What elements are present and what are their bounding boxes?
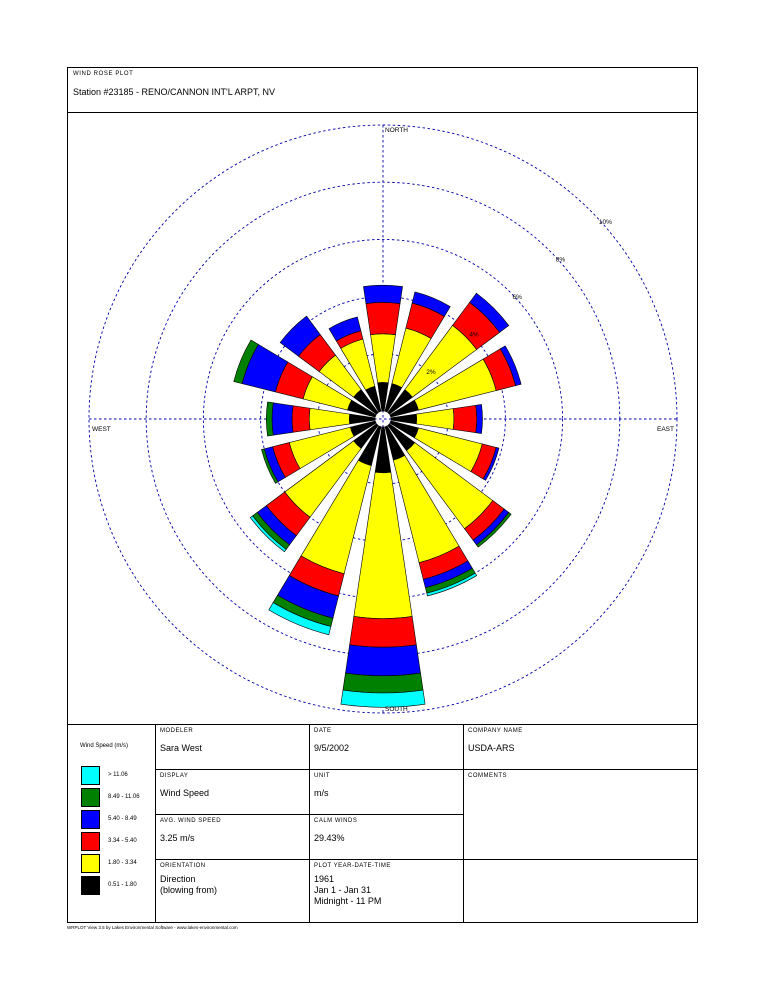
calm-winds-value: 29.43% bbox=[314, 833, 345, 843]
avg-speed-label: AVG. WIND SPEED bbox=[160, 818, 222, 824]
legend-label: 5.40 - 8.49 bbox=[108, 816, 137, 822]
info-panel bbox=[68, 724, 697, 923]
legend-swatch-yellow bbox=[81, 854, 100, 873]
plot-time-value: Midnight - 11 PM bbox=[314, 896, 382, 906]
calm-winds-label: CALM WINDS bbox=[314, 818, 358, 824]
plot-period-cell bbox=[310, 860, 464, 923]
date-label: DATE bbox=[314, 728, 332, 734]
plot-period-label: PLOT YEAR-DATE-TIME bbox=[314, 863, 391, 869]
compass-east-label: EAST bbox=[657, 426, 674, 433]
modeler-value: Sara West bbox=[160, 743, 202, 753]
company-label: COMPANY NAME bbox=[468, 728, 523, 734]
station-title: Station #23185 - RENO/CANNON INT'L ARPT, NV bbox=[73, 87, 275, 97]
wind-rose-chart bbox=[68, 113, 697, 724]
company-value: USDA-ARS bbox=[468, 743, 515, 753]
legend-swatch-black bbox=[81, 876, 100, 895]
comments-cell bbox=[464, 770, 697, 860]
petal-W-bin-1 bbox=[309, 408, 349, 430]
legend-box bbox=[68, 725, 156, 923]
petal-E-bin-3 bbox=[476, 404, 483, 433]
date-value: 9/5/2002 bbox=[314, 743, 350, 753]
petal-E-bin-1 bbox=[416, 409, 454, 430]
avg-speed-value: 3.25 m/s bbox=[160, 833, 195, 843]
legend-swatch-green bbox=[81, 788, 100, 807]
company-cell bbox=[464, 725, 697, 770]
ring-label: 4% bbox=[469, 331, 479, 339]
plot-year-value: 1961 bbox=[314, 874, 335, 884]
orientation-label: ORIENTATION bbox=[160, 863, 206, 869]
unit-value: m/s bbox=[314, 788, 329, 798]
wind-rose-plot-area bbox=[68, 113, 697, 724]
display-value: Wind Speed bbox=[160, 788, 210, 798]
petal-N-bin-2 bbox=[366, 302, 400, 334]
software-credit: WRPLOT View 3.5 by Lakes Environmental Software - www.lakes-environmental.com bbox=[67, 925, 238, 930]
orientation-value-line2: (blowing from) bbox=[160, 885, 218, 895]
ring-label: 8% bbox=[555, 256, 566, 264]
avg-speed-cell bbox=[156, 815, 310, 860]
legend-label: 3.34 - 5.40 bbox=[108, 838, 137, 844]
legend-label: 8.49 - 11.06 bbox=[108, 794, 140, 800]
petal-S-bin-4 bbox=[343, 673, 423, 693]
date-cell bbox=[310, 725, 464, 770]
petal-W-bin-3 bbox=[272, 403, 293, 435]
orientation-value-line1: Direction bbox=[160, 874, 196, 884]
orientation-cell bbox=[156, 860, 310, 923]
display-cell bbox=[156, 770, 310, 815]
compass-west-label: WEST bbox=[92, 426, 111, 433]
petal-S-bin-3 bbox=[345, 645, 420, 676]
petal-W-bin-2 bbox=[292, 406, 310, 433]
wind-rose-report bbox=[67, 67, 698, 923]
modeler-cell bbox=[156, 725, 310, 770]
display-label: DISPLAY bbox=[160, 773, 189, 779]
petal-W-bin-4 bbox=[266, 402, 273, 436]
legend-swatch-red bbox=[81, 832, 100, 851]
modeler-label: MODELER bbox=[160, 728, 194, 734]
unit-label: UNIT bbox=[314, 773, 330, 779]
ring-label: 10% bbox=[598, 219, 612, 227]
petal-N-bin-1 bbox=[371, 334, 396, 383]
unit-cell bbox=[310, 770, 464, 815]
legend-swatch-cyan bbox=[81, 766, 100, 785]
compass-north-label: NORTH bbox=[385, 127, 408, 134]
legend-label: 0.51 - 1.80 bbox=[108, 882, 137, 888]
calm-winds-cell bbox=[310, 815, 464, 860]
petal-E-bin-2 bbox=[453, 405, 477, 432]
legend-title: Wind Speed (m/s) bbox=[80, 743, 129, 749]
legend-label: > 11.06 bbox=[108, 772, 128, 778]
legend-swatch-blue bbox=[81, 810, 100, 829]
legend-label: 1.80 - 3.34 bbox=[108, 860, 137, 866]
compass-south-label: SOUTH bbox=[385, 706, 408, 713]
petal-N-bin-3 bbox=[363, 285, 402, 303]
comments-label: COMMENTS bbox=[468, 773, 507, 779]
petal-S-bin-2 bbox=[350, 616, 417, 647]
ring-label: 6% bbox=[512, 294, 522, 302]
plot-date-value: Jan 1 - Jan 31 bbox=[314, 885, 372, 895]
report-header bbox=[68, 68, 697, 113]
ring-label: 2% bbox=[426, 369, 436, 377]
report-type-label: WIND ROSE PLOT bbox=[73, 71, 134, 77]
